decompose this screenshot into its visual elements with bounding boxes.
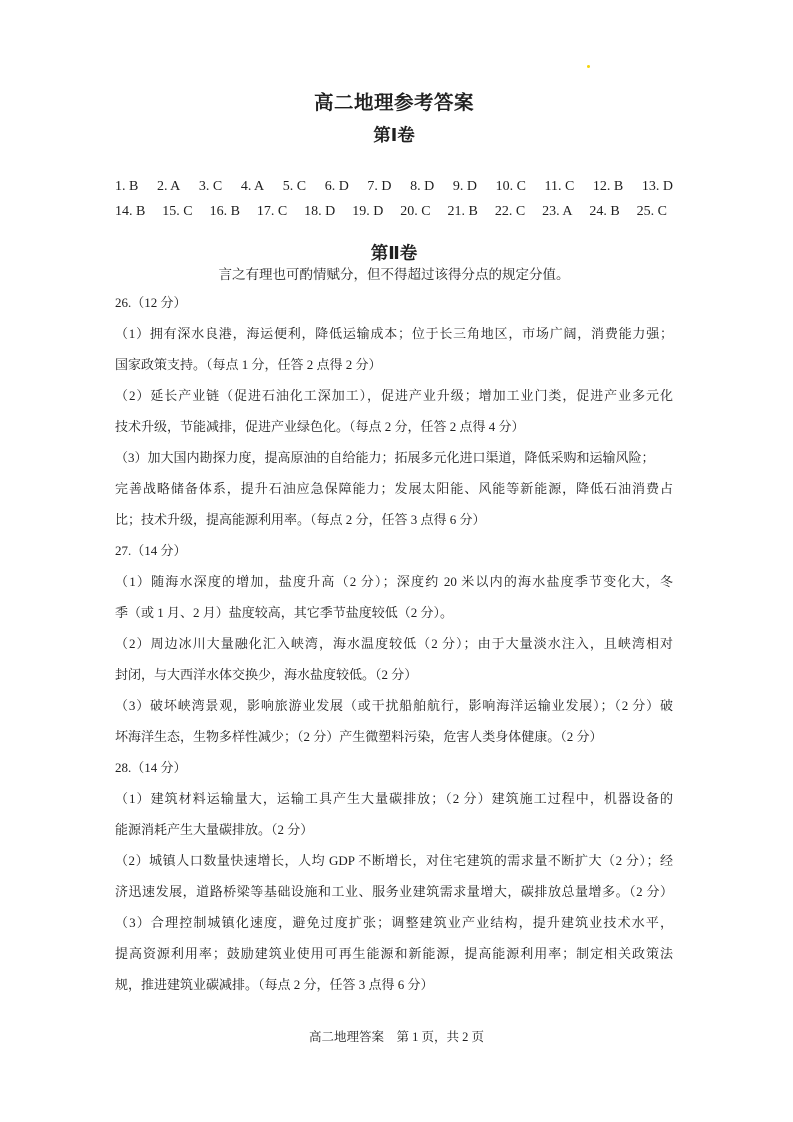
answer-item: 4. A: [240, 179, 265, 194]
answer-item: 25. C: [636, 204, 667, 219]
answer-line: （1）建筑材料运输量大，运输工具产生大量碳排放；（2 分）建筑施工过程中，机器设备的: [115, 791, 673, 806]
answer-item: 2. A: [156, 179, 181, 194]
free-response-answers: [115, 287, 673, 1000]
answer-line: 济迅速发展，道路桥梁等基础设施和工业、服务业建筑需求量增大，碳排放总量增多。（2 分）: [115, 884, 673, 899]
question-number: 28.（14 分）: [115, 760, 187, 775]
answer-item: 1. B: [115, 179, 139, 194]
answer-item: 12. B: [592, 179, 624, 194]
answer-item: 5. C: [282, 179, 307, 194]
question-26-block: [115, 287, 673, 535]
answer-item: 21. B: [447, 204, 478, 219]
answer-item: 23. A: [542, 204, 573, 219]
answer-line: 完善战略储备体系，提升石油应急保障能力；发展太阳能、风能等新能源，降低石油消费占: [115, 481, 673, 496]
answer-item: 6. D: [324, 179, 349, 194]
answer-line: 规，推进建筑业碳减排。（每点 2 分，任答 3 点得 6 分）: [115, 977, 434, 992]
question-number: 26.（12 分）: [115, 295, 187, 310]
question-number: 27.（14 分）: [115, 543, 187, 558]
answer-item: 15. C: [162, 204, 193, 219]
answer-item: 22. C: [494, 204, 526, 219]
answer-item: 11. C: [544, 179, 575, 194]
answer-item: 10. C: [495, 179, 526, 194]
answer-line: 封闭，与大西洋水体交换少，海水盐度较低。（2 分）: [115, 667, 418, 682]
page-footer: 高二地理答案 第 1 页，共 2 页: [308, 1030, 484, 1044]
question-28-block: [115, 752, 673, 1000]
answer-item: 19. D: [352, 204, 384, 219]
page-title: 高二地理参考答案: [313, 92, 474, 114]
grading-note: 言之有理也可酌情赋分，但不得超过该得分点的规定分值。: [218, 267, 570, 282]
answer-line: （1）拥有深水良港，海运便利，降低运输成本；位于长三角地区，市场广阔，消费能力强；: [115, 326, 673, 341]
part2-heading: 第Ⅱ卷: [370, 243, 418, 263]
question-27-block: [115, 535, 673, 752]
answer-line: （3）加大国内勘探力度，提高原油的自给能力；拓展多元化进口渠道，降低采购和运输风险；: [115, 450, 655, 465]
answer-line: 比；技术升级，提高能源利用率。（每点 2 分，任答 3 点得 6 分）: [115, 512, 486, 527]
answer-line: （2）周边冰川大量融化汇入峡湾，海水温度较低（2 分）；由于大量淡水注入，且峡湾相对: [115, 636, 673, 651]
answer-item: 17. C: [256, 204, 288, 219]
answer-line: 提高资源利用率；鼓励建筑业使用可再生能源和新能源，提高能源利用率；制定相关政策法: [115, 946, 673, 961]
choice-answers-row-2: [115, 199, 673, 224]
answer-line: 国家政策支持。（每点 1 分，任答 2 点得 2 分）: [115, 357, 382, 372]
answer-line: 坏海洋生态，生物多样性减少；（2 分）产生微塑料污染，危害人类身体健康。（2 分）: [115, 729, 603, 744]
answer-item: 18. D: [304, 204, 336, 219]
answer-line: 季（或 1 月、2 月）盐度较高，其它季节盐度较低（2 分）。: [115, 605, 454, 620]
answer-line: （1）随海水深度的增加，盐度升高（2 分）；深度约 20 米以内的海水盐度季节变化大，冬: [115, 574, 673, 589]
choice-answers-row-1: [115, 174, 673, 199]
answer-item: 24. B: [589, 204, 620, 219]
answer-item: 7. D: [367, 179, 392, 194]
answer-line: （3）合理控制城镇化速度，避免过度扩张；调整建筑业产业结构，提升建筑业技术水平，: [115, 915, 673, 930]
answer-item: 20. C: [400, 204, 431, 219]
answer-line: （2）城镇人口数量快速增长，人均 GDP 不断增长，对住宅建筑的需求量不断扩大（2 分）；经: [115, 853, 673, 868]
document-content: [115, 0, 673, 1000]
answer-line: （2）延长产业链（促进石油化工深加工），促进产业升级；增加工业门类，促进产业多元化: [115, 388, 673, 403]
answer-item: 3. C: [198, 179, 223, 194]
answer-item: 13. D: [641, 179, 673, 194]
answer-item: 9. D: [452, 179, 477, 194]
answer-line: 技术升级，节能减排，促进产业绿色化。（每点 2 分，任答 2 点得 4 分）: [115, 419, 525, 434]
answer-item: 16. B: [209, 204, 240, 219]
answer-line: （3）破坏峡湾景观，影响旅游业发展（或干扰船舶航行，影响海洋运输业发展）；（2 分）破: [115, 698, 673, 713]
part1-heading: 第Ⅰ卷: [373, 125, 415, 145]
answer-line: 能源消耗产生大量碳排放。（2 分）: [115, 822, 314, 837]
answer-item: 8. D: [410, 179, 435, 194]
scan-artifact-dot: [587, 65, 590, 68]
answer-item: 14. B: [115, 204, 146, 219]
